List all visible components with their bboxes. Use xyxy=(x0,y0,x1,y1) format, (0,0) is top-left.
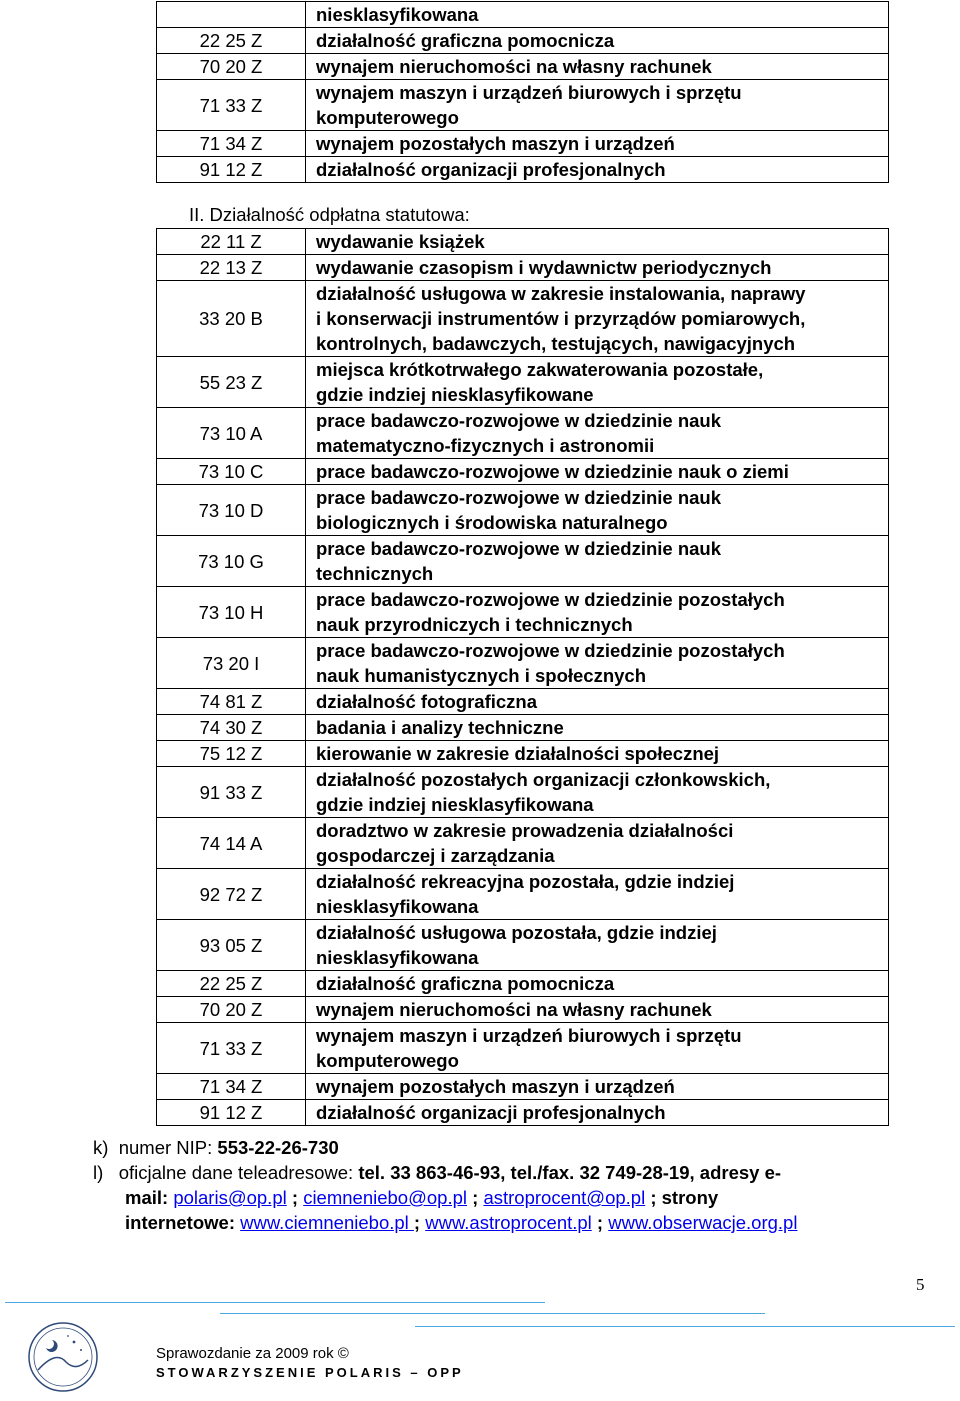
description-line: wynajem maszyn i urządzeń biurowych i sprzętu xyxy=(316,1025,742,1046)
activity-description xyxy=(306,2,889,28)
separator: ; xyxy=(467,1187,484,1208)
table-row xyxy=(157,638,889,689)
activity-code: 71 34 Z xyxy=(157,1074,306,1100)
activity-code: 91 33 Z xyxy=(157,767,306,818)
item-k-marker: k) xyxy=(93,1137,109,1158)
description-line: działalność usługowa w zakresie instalowania, naprawy xyxy=(316,283,806,304)
footer-rule xyxy=(415,1326,955,1327)
table-row xyxy=(157,459,889,485)
description-line: gdzie indziej niesklasyfikowane xyxy=(316,384,594,405)
activity-code: 22 25 Z xyxy=(157,28,306,54)
nip-value: 553-22-26-730 xyxy=(217,1137,339,1158)
activity-code: 22 11 Z xyxy=(157,229,306,255)
table-row xyxy=(157,587,889,638)
table-row xyxy=(157,818,889,869)
activity-code: 91 12 Z xyxy=(157,157,306,183)
activity-code: 74 81 Z xyxy=(157,689,306,715)
table-row xyxy=(157,281,889,357)
description-line: prace badawczo-rozwojowe w dziedzinie pozostałych xyxy=(316,640,785,661)
table-row xyxy=(157,2,889,28)
table-row xyxy=(157,229,889,255)
description-line: działalność pozostałych organizacji członkowskich, xyxy=(316,769,771,790)
activity-description xyxy=(306,638,889,689)
email-link-polaris[interactable]: polaris@op.pl xyxy=(173,1187,287,1208)
description-line: biologicznych i środowiska naturalnego xyxy=(316,512,668,533)
activity-description xyxy=(306,80,889,131)
table-row xyxy=(157,485,889,536)
activity-code: 70 20 Z xyxy=(157,997,306,1023)
activity-description xyxy=(306,157,889,183)
description-line: działalność organizacji profesjonalnych xyxy=(316,1102,666,1123)
activity-description xyxy=(306,767,889,818)
description-line: nauk przyrodniczych i technicznych xyxy=(316,614,633,635)
activity-code: 73 10 C xyxy=(157,459,306,485)
description-line: matematyczno-fizycznych i astronomii xyxy=(316,435,655,456)
activity-code: 55 23 Z xyxy=(157,357,306,408)
activity-code: 22 13 Z xyxy=(157,255,306,281)
activity-code: 73 20 I xyxy=(157,638,306,689)
table-row xyxy=(157,408,889,459)
activity-code: 92 72 Z xyxy=(157,869,306,920)
table-row xyxy=(157,1074,889,1100)
description-line: prace badawczo-rozwojowe w dziedzinie nauk xyxy=(316,487,722,508)
activity-description xyxy=(306,997,889,1023)
table-row xyxy=(157,1100,889,1126)
table-row xyxy=(157,255,889,281)
description-line: wynajem nieruchomości na własny rachunek xyxy=(316,56,712,77)
activity-code: 71 33 Z xyxy=(157,80,306,131)
activity-description xyxy=(306,408,889,459)
description-line: miejsca krótkotrwałego zakwaterowania pozostałe, xyxy=(316,359,764,380)
description-line: wynajem pozostałych maszyn i urządzeń xyxy=(316,133,675,154)
activity-code: 70 20 Z xyxy=(157,54,306,80)
footer-rule xyxy=(5,1302,545,1303)
table-row xyxy=(157,357,889,408)
item-l-marker: l) xyxy=(93,1162,104,1183)
description-line: komputerowego xyxy=(316,1050,459,1071)
description-line: niesklasyfikowana xyxy=(316,947,479,968)
table-row xyxy=(157,741,889,767)
description-line: działalność usługowa pozostała, gdzie indziej xyxy=(316,922,717,943)
activity-description xyxy=(306,971,889,997)
table-row xyxy=(157,80,889,131)
table-row xyxy=(157,971,889,997)
web-link-astroprocent[interactable]: www.astroprocent.pl xyxy=(425,1212,592,1233)
activity-code: 71 33 Z xyxy=(157,1023,306,1074)
activity-description xyxy=(306,741,889,767)
description-line: komputerowego xyxy=(316,107,459,128)
description-line: działalność fotograficzna xyxy=(316,691,538,712)
description-line: działalność graficzna pomocnicza xyxy=(316,973,615,994)
description-line: doradztwo w zakresie prowadzenia działalności xyxy=(316,820,734,841)
activity-code: 91 12 Z xyxy=(157,1100,306,1126)
activity-code: 73 10 A xyxy=(157,408,306,459)
item-k-line xyxy=(93,1135,339,1160)
activity-description xyxy=(306,1023,889,1074)
description-line: prace badawczo-rozwojowe w dziedzinie nauk o ziemi xyxy=(316,461,789,482)
activity-description xyxy=(306,54,889,80)
activity-description xyxy=(306,485,889,536)
activity-description xyxy=(306,255,889,281)
activity-description xyxy=(306,229,889,255)
organization-name: STOWARZYSZENIE POLARIS – OPP xyxy=(156,1365,464,1380)
description-line: nauk humanistycznych i społecznych xyxy=(316,665,647,686)
activity-description xyxy=(306,536,889,587)
email-link-ciemneniebo[interactable]: ciemneniebo@op.pl xyxy=(303,1187,467,1208)
activity-code: 93 05 Z xyxy=(157,920,306,971)
contact-label: oficjalne dane teleadresowe: xyxy=(118,1162,359,1183)
description-line: kontrolnych, badawczych, testujących, nawigacyjnych xyxy=(316,333,796,354)
description-line: i konserwacji instrumentów i przyrządów pomiarowych, xyxy=(316,308,806,329)
description-line: kierowanie w zakresie działalności społecznej xyxy=(316,743,720,764)
activity-code: 73 10 D xyxy=(157,485,306,536)
table-row xyxy=(157,28,889,54)
activity-description xyxy=(306,715,889,741)
description-line: wynajem pozostałych maszyn i urządzeń xyxy=(316,1076,675,1097)
report-title: Sprawozdanie za 2009 rok © xyxy=(156,1345,349,1362)
table-row xyxy=(157,869,889,920)
table-row xyxy=(157,536,889,587)
separator: ; xyxy=(591,1212,609,1233)
activity-table-main xyxy=(156,228,889,1126)
activity-description xyxy=(306,281,889,357)
activity-code: 71 34 Z xyxy=(157,131,306,157)
description-line: wydawanie książek xyxy=(316,231,485,252)
table-row xyxy=(157,920,889,971)
phone-numbers: tel. 33 863-46-93, tel./fax. 32 749-28-19, adresy e- xyxy=(358,1162,782,1183)
activity-code: 33 20 B xyxy=(157,281,306,357)
separator: ; xyxy=(286,1187,304,1208)
table-row xyxy=(157,715,889,741)
activity-description xyxy=(306,587,889,638)
footer-rule xyxy=(220,1313,765,1314)
description-line: prace badawczo-rozwojowe w dziedzinie pozostałych xyxy=(316,589,785,610)
activity-code: 73 10 H xyxy=(157,587,306,638)
websites-label: internetowe: xyxy=(125,1212,241,1233)
activity-description xyxy=(306,1100,889,1126)
description-line: prace badawczo-rozwojowe w dziedzinie nauk xyxy=(316,410,722,431)
activity-code: 22 25 Z xyxy=(157,971,306,997)
activity-description xyxy=(306,818,889,869)
description-line: wydawanie czasopism i wydawnictw periodycznych xyxy=(316,257,772,278)
activity-description xyxy=(306,869,889,920)
activity-code xyxy=(157,2,306,28)
table-row xyxy=(157,767,889,818)
separator: ; xyxy=(413,1212,426,1233)
description-line: działalność graficzna pomocnicza xyxy=(316,30,615,51)
activity-description xyxy=(306,28,889,54)
description-line: badania i analizy techniczne xyxy=(316,717,564,738)
page-number: 5 xyxy=(916,1275,925,1294)
nip-label: numer NIP: xyxy=(118,1137,218,1158)
description-line: niesklasyfikowana xyxy=(316,4,479,25)
activity-description xyxy=(306,459,889,485)
email-link-astroprocent[interactable]: astroprocent@op.pl xyxy=(483,1187,646,1208)
activity-code: 74 30 Z xyxy=(157,715,306,741)
web-link-obserwacje[interactable]: www.obserwacje.org.pl xyxy=(608,1212,798,1233)
websites-label-start: ; strony xyxy=(645,1187,719,1208)
table-row xyxy=(157,54,889,80)
activity-code: 73 10 G xyxy=(157,536,306,587)
item-l-line-2 xyxy=(125,1185,718,1210)
section-heading: II. Działalność odpłatna statutowa: xyxy=(189,204,470,225)
description-line: wynajem maszyn i urządzeń biurowych i sprzętu xyxy=(316,82,742,103)
activity-description xyxy=(306,1074,889,1100)
description-line: prace badawczo-rozwojowe w dziedzinie nauk xyxy=(316,538,722,559)
activity-description xyxy=(306,689,889,715)
activity-description xyxy=(306,357,889,408)
item-l-line-1 xyxy=(93,1160,781,1185)
mail-label: mail: xyxy=(125,1187,174,1208)
description-line: niesklasyfikowana xyxy=(316,896,479,917)
activity-code: 75 12 Z xyxy=(157,741,306,767)
description-line: technicznych xyxy=(316,563,434,584)
table-row xyxy=(157,157,889,183)
activity-table-top xyxy=(156,1,889,183)
item-l-line-3 xyxy=(125,1210,797,1235)
description-line: gdzie indziej niesklasyfikowana xyxy=(316,794,594,815)
activity-description xyxy=(306,131,889,157)
table-row xyxy=(157,1023,889,1074)
description-line: gospodarczej i zarządzania xyxy=(316,845,555,866)
description-line: działalność rekreacyjna pozostała, gdzie indziej xyxy=(316,871,735,892)
table-row xyxy=(157,131,889,157)
web-link-ciemneniebo[interactable]: www.ciemneniebo.pl xyxy=(240,1212,414,1233)
activity-code: 74 14 A xyxy=(157,818,306,869)
polaris-logo-icon xyxy=(26,1320,100,1394)
description-line: wynajem nieruchomości na własny rachunek xyxy=(316,999,712,1020)
table-row xyxy=(157,997,889,1023)
activity-description xyxy=(306,920,889,971)
description-line: działalność organizacji profesjonalnych xyxy=(316,159,666,180)
table-row xyxy=(157,689,889,715)
